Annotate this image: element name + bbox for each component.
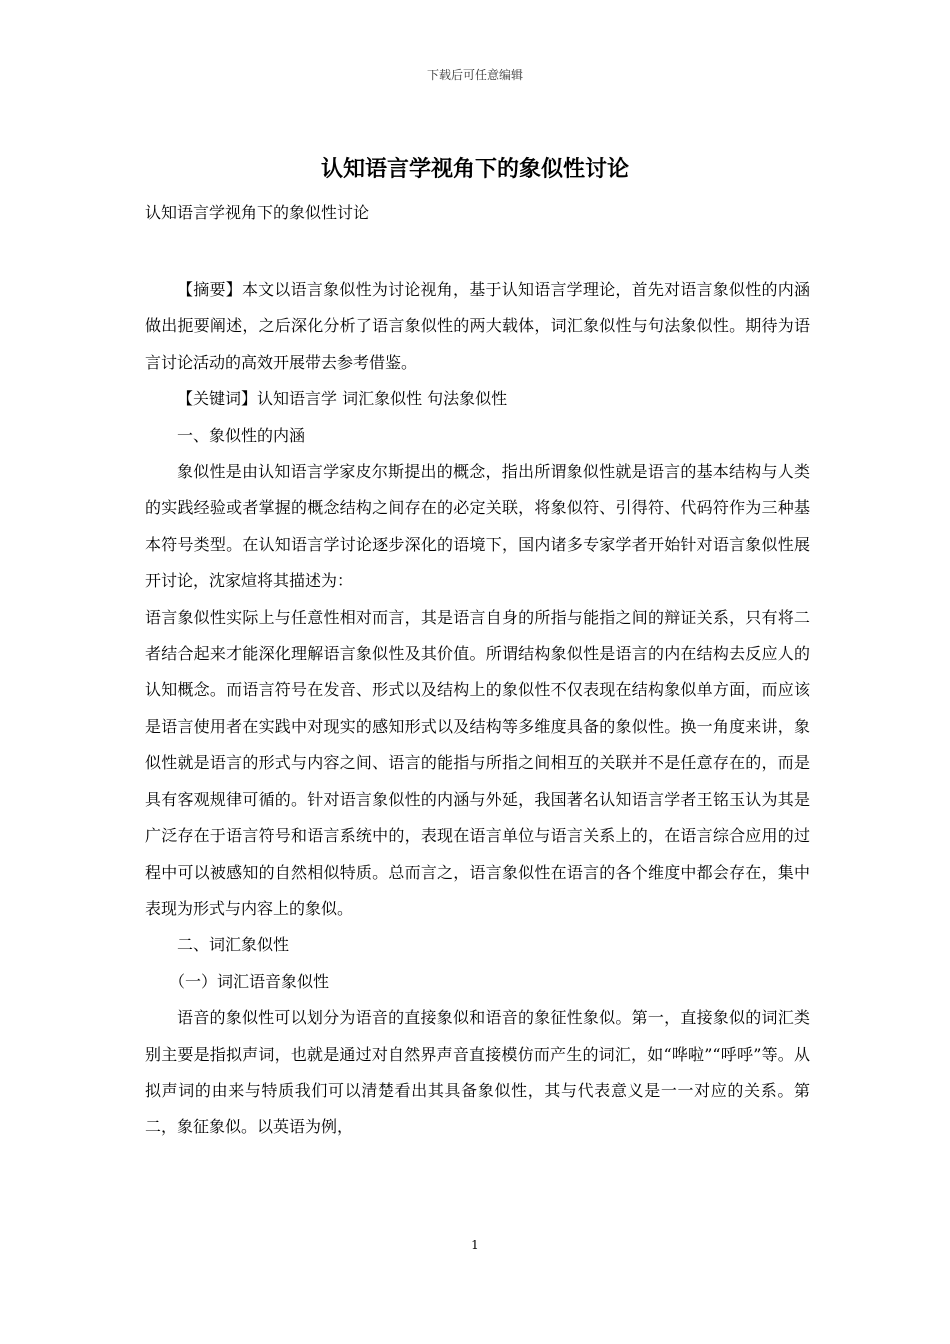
body-paragraph: 语音的象似性可以划分为语音的直接象似和语音的象征性象似。第一，直接象似的词汇类别主要是指拟声词，也就是通过对自然界声音直接模仿而产生的词汇，如“哗啦”“呼呼”等。从拟声词的由来与特质我们可以清楚看出其具备象似性，其与代表意义是一一对应的关系。第二，象征象似。以英语为例， — [145, 1008, 810, 1137]
section-heading-1: 一、象似性的内涵 — [177, 425, 306, 445]
subsection-heading-1: （一）词汇语音象似性 — [169, 971, 330, 991]
page-number: 1 — [471, 1238, 479, 1252]
body-paragraph: 象似性是由认知语言学家皮尔斯提出的概念，指出所谓象似性就是语言的基本结构与人类的实践经验或者掌握的概念结构之间存在的必定关联，将象似符、引得符、代码符作为三种基本符号类型。在认知语言学讨论逐步深化的语境下，国内诸多专家学者开始针对语言象似性展开讨论，沈家煊将其描述为： — [145, 462, 810, 591]
document-body — [145, 272, 810, 1146]
page-header: 下载后可任意编辑 — [426, 68, 523, 82]
document-title: 认知语言学视角下的象似性讨论 — [320, 156, 629, 182]
section-heading-2: 二、词汇象似性 — [177, 935, 290, 955]
abstract-paragraph: 【摘要】本文以语言象似性为讨论视角，基于认知语言学理论，首先对语言象似性的内涵做出扼要阐述，之后深化分析了语言象似性的两大载体，词汇象似性与句法象似性。期待为语言讨论活动的高效开展带去参考借鉴。 — [145, 280, 810, 372]
keywords-paragraph: 【关键词】认知语言学 词汇象似性 句法象似性 — [177, 389, 508, 409]
body-paragraph: 语言象似性实际上与任意性相对而言，其是语言自身的所指与能指之间的辩证关系，只有将二者结合起来才能深化理解语言象似性及其价值。所谓结构象似性是语言的内在结构去反应人的认知概念。而语言符号在发音、形式以及结构上的象似性不仅表现在结构象似单方面，而应该是语言使用者在实践中对现实的感知形式以及结构等多维度具备的象似性。换一角度来讲，象似性就是语言的形式与内容之间、语言的能指与所指之间相互的关联并不是任意存在的，而是具有客观规律可循的。针对语言象似性的内涵与外延，我国著名认知语言学者王铭玉认为其是广泛存在于语言符号和语言系统中的，表现在语言单位与语言关系上的，在语言综合应用的过程中可以被感知的自然相似特质。总而言之，语言象似性在语言的各个维度中都会存在，集中表现为形式与内容上的象似。 — [145, 607, 810, 918]
document-subtitle: 认知语言学视角下的象似性讨论 — [145, 203, 370, 222]
